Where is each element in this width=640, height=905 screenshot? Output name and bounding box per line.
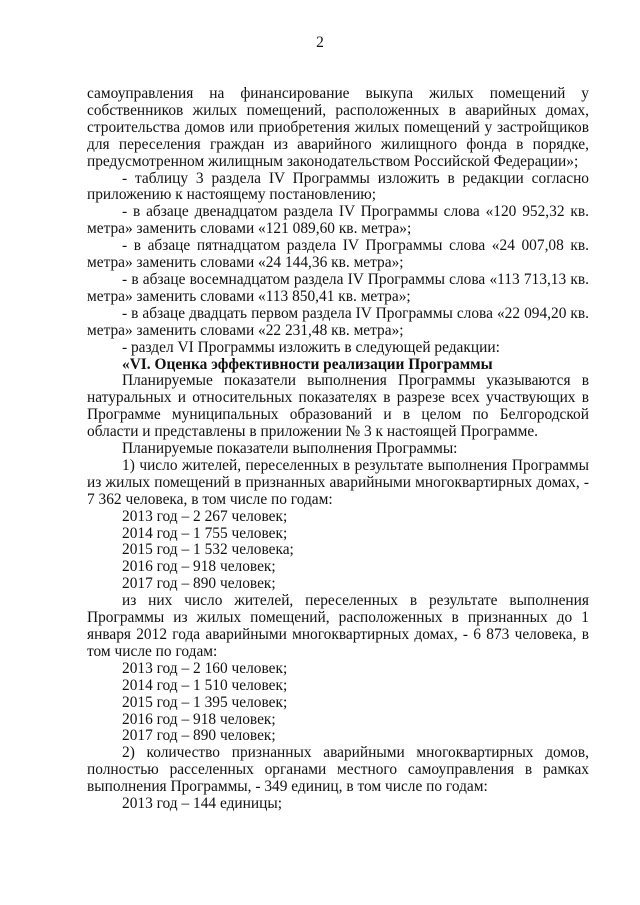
amendment-item: - таблицу 3 раздела IV Программы изложить в редакции согласно приложению к настоящему постановлению; — [87, 169, 589, 204]
page-number: 2 — [316, 34, 324, 51]
amendment-item: - в абзаце двадцать первом раздела IV Программы слова «22 094,20 кв. метра» заменить словами «22 231,48 кв. метра»; — [87, 304, 589, 339]
amendment-item: - в абзаце двенадцатом раздела IV Программы слова «120 952,32 кв. метра» заменить словами «121 089,60 кв. метра»; — [87, 203, 589, 238]
year-line: 2014 год – 1 755 человек; — [122, 524, 288, 542]
paragraph-continuation: самоуправления на финансирование выкупа жилых помещений у собственников жилых помещений, расположенных в аварийных домах, строительства домов или приобретения жилых помещений у застройщиков для переселения граждан из аварийного жилищного фонда в порядке, предусмотренном жилищным законодательством Российской Федерации»; — [87, 85, 589, 170]
year-line: 2013 год – 2 267 человек; — [122, 507, 288, 525]
indicator-paragraph: 2) количество признанных аварийными многоквартирных домов, полностью расселенных органами местного самоуправления в рамках выполнения Программы, - 349 единиц, в том числе по годам: — [87, 744, 589, 796]
year-line: 2015 год – 1 395 человек; — [122, 693, 288, 711]
amendment-item: - раздел VI Программы изложить в следующей редакции: — [122, 338, 500, 356]
paragraph: Планируемые показатели выполнения Программы указываются в натуральных и относительных показателях в разрезе всех участвующих в Программе муниципальных образований и в целом по Белгородской области и представлены в приложении № 3 к настоящей Программе. — [87, 372, 589, 441]
document-body — [87, 86, 589, 813]
section-heading: «VI. Оценка эффективности реализации Программы — [122, 355, 493, 373]
year-line: 2014 год – 1 510 человек; — [122, 676, 288, 694]
year-line: 2013 год – 144 единицы; — [122, 795, 282, 813]
year-line: 2016 год – 918 человек; — [122, 710, 276, 728]
year-line: 2013 год – 2 160 человек; — [122, 659, 288, 677]
year-line: 2017 год – 890 человек; — [122, 727, 276, 745]
year-line: 2015 год – 1 532 человека; — [122, 541, 294, 559]
amendment-item: - в абзаце пятнадцатом раздела IV Программы слова «24 007,08 кв. метра» заменить словами «24 144,36 кв. метра»; — [87, 237, 589, 272]
amendment-item: - в абзаце восемнадцатом раздела IV Программы слова «113 713,13 кв. метра» заменить словами «113 850,41 кв. метра»; — [87, 270, 589, 305]
indicator-paragraph: 1) число жителей, переселенных в результате выполнения Программы из жилых помещений в признанных аварийными многоквартирных домах, - 7 362 человека, в том числе по годам: — [87, 456, 589, 508]
year-line: 2017 год – 890 человек; — [122, 575, 276, 593]
indicator-paragraph: из них число жителей, переселенных в результате выполнения Программы из жилых помещений, расположенных в признанных до 1 января 2012 года аварийными многоквартирных домах, - 6 873 человека, в том числе по годам: — [87, 592, 589, 660]
paragraph: Планируемые показатели выполнения Программы: — [122, 440, 458, 458]
year-line: 2016 год – 918 человек; — [122, 558, 276, 576]
